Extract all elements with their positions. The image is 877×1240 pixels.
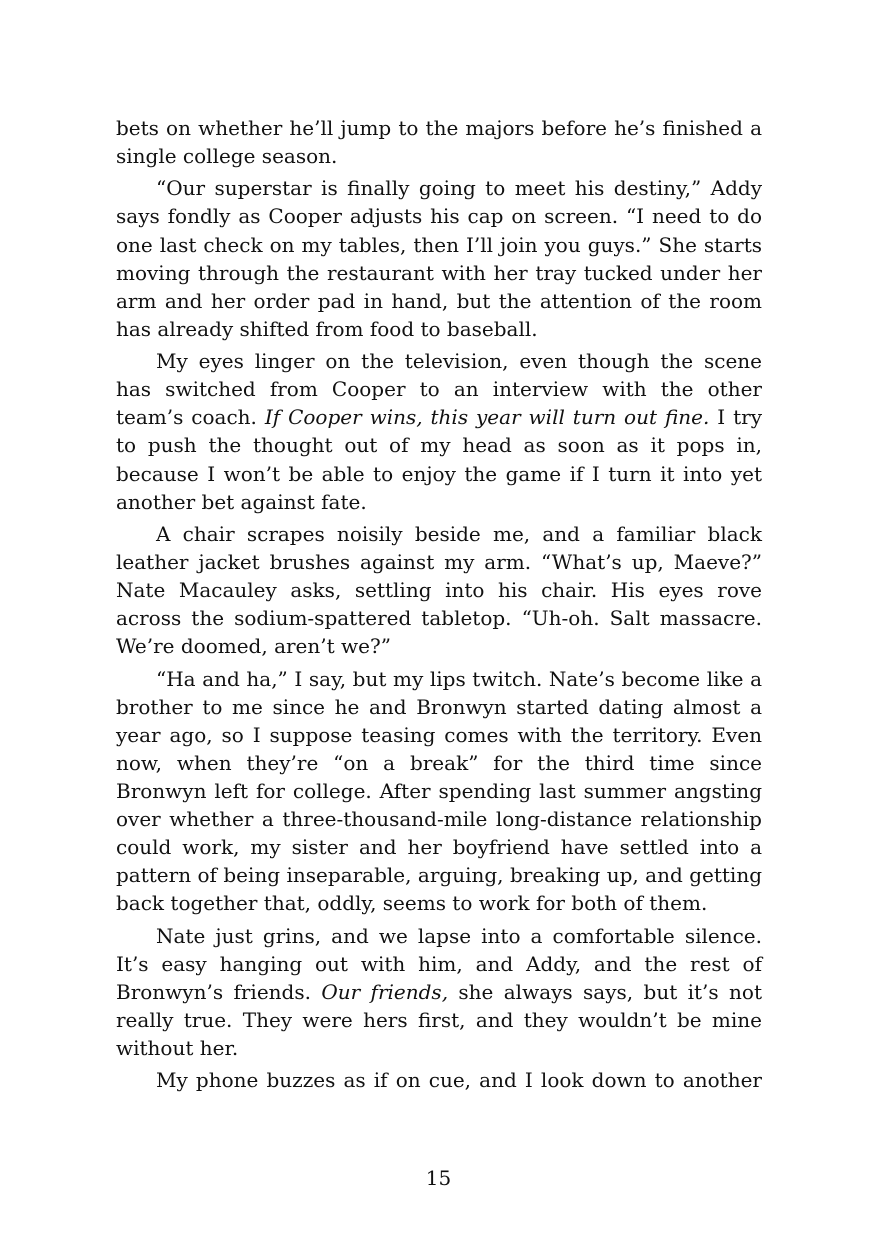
paragraph-1-text: bets on whether he’ll jump to the majors before he’s finished a single college season. <box>116 116 762 169</box>
paragraph-3 <box>116 347 762 516</box>
book-page-body <box>116 114 762 1099</box>
paragraph-3-italic-thought: If Cooper wins, this year will turn out fine. <box>264 405 710 430</box>
paragraph-2 <box>116 174 762 343</box>
paragraph-5-text: “Ha and ha,” I say, but my lips twitch. Nate’s become like a brother to me since he and Bronwyn started dating almost a year ago, so I suppose teasing comes with the territory. Even now, when they’re “on a break” for the third time since Bronwyn left for college. After spending last summer angsting over whether a three-thousand-mile long-distance relationship could work, my sister and her boyfriend have settled into a pattern of being inseparable, arguing, breaking up, and getting back together that, oddly, seems to work for both of them. <box>116 666 762 916</box>
paragraph-6-italic-phrase: Our friends, <box>321 979 449 1004</box>
paragraph-6-text-a: Nate just grins, and we lapse into a comfortable silence. It’s easy hanging out with him, and Addy, and the rest of Bronwyn’s friends. <box>116 923 762 1004</box>
paragraph-3-text-a: My eyes linger on the television, even though the scene has switched from Cooper to an interview with the other team’s coach. <box>116 349 762 430</box>
paragraph-6 <box>116 922 762 1062</box>
paragraph-7 <box>116 1066 762 1094</box>
paragraph-7-text: My phone buzzes as if on cue, and I look down to another <box>156 1068 762 1093</box>
paragraph-2-text: “Our superstar is finally going to meet his destiny,” Addy says fondly as Cooper adjusts his cap on screen. “I need to do one last check on my tables, then I’ll join you guys.” She starts moving through the restaurant with her tray tucked under her arm and her order pad in hand, but the attention of the room has already shifted from food to baseball. <box>116 176 762 341</box>
paragraph-6-text-b: she always says, but it’s not really true. They were hers first, and they wouldn’t be mine without her. <box>116 979 762 1060</box>
paragraph-4-text: A chair scrapes noisily beside me, and a familiar black leather jacket brushes against my arm. “What’s up, Maeve?” Nate Macauley asks, settling into his chair. His eyes rove across the sodium-spattered tabletop. “Uh-oh. Salt massacre. We’re doomed, aren’t we?” <box>116 521 762 659</box>
paragraph-4 <box>116 520 762 660</box>
paragraph-1 <box>116 114 762 170</box>
page-number: 15 <box>425 1166 452 1190</box>
paragraph-3-text-b: I try to push the thought out of my head as soon as it pops in, because I won’t be able to enjoy the game if I turn it into yet another bet against fate. <box>116 405 762 514</box>
paragraph-5 <box>116 665 762 918</box>
